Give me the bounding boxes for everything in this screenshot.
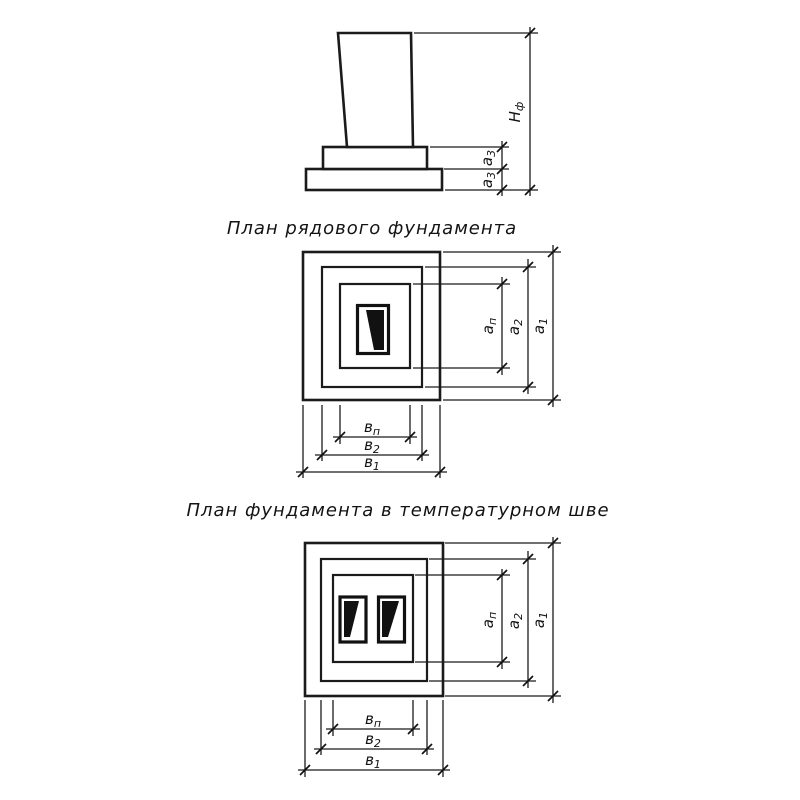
column-shaft <box>338 33 413 147</box>
plan1-dim-label-a1: $а_1$ <box>530 317 550 335</box>
plan2-dim-label-a1: $а_1$ <box>530 611 550 629</box>
dim-label-a3-upper: $а_3$ <box>478 149 498 167</box>
plan2-dim-label-a2: $а_2$ <box>505 612 525 630</box>
plan1-dim-label-bp: $в_п$ <box>363 418 381 438</box>
title-plan-expansion: План фундамента в температурном шве <box>186 500 610 521</box>
dim-label-a3-lower: $а_3$ <box>478 171 498 189</box>
plan2-dim-label-bp: $в_п$ <box>364 710 382 730</box>
plan1-dim-label-a2: $а_2$ <box>505 318 525 336</box>
plan-regular-view <box>296 245 561 478</box>
dim-label-hf: $Н_ф$ <box>506 101 526 123</box>
plan1-dim-label-b1: $в_1$ <box>364 453 380 473</box>
plan-expansion-view <box>298 537 561 777</box>
foundation-step-upper <box>323 147 427 169</box>
elevation-view <box>306 27 538 196</box>
title-plan-regular: План рядового фундамента <box>226 218 518 239</box>
plan1-dim-label-ap: $а_п$ <box>479 317 499 335</box>
plan2-dim-label-ap: $а_п$ <box>479 611 499 629</box>
plan2-dim-label-b1: $в_1$ <box>365 751 381 771</box>
foundation-step-lower <box>306 169 442 190</box>
plan1-dim-label-b2: $в_2$ <box>364 436 380 456</box>
plan2-dim-label-b2: $в_2$ <box>365 730 381 750</box>
